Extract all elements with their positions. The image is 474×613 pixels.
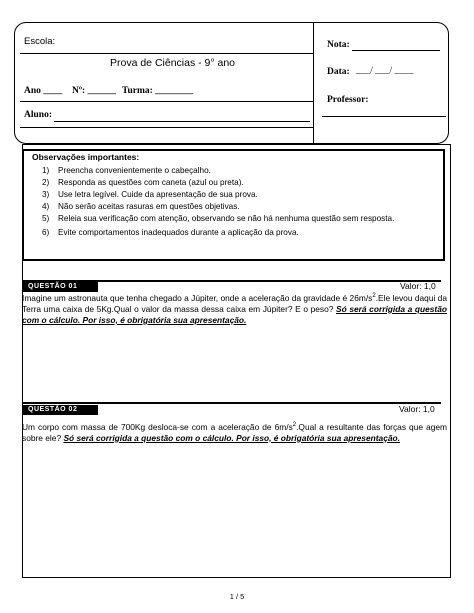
question-2-value: Valor: 1,0 — [399, 404, 435, 414]
page-number: 1 / 5 — [229, 592, 245, 601]
observations-title: Observações importantes: — [32, 152, 140, 162]
professor-label: Professor: — [327, 95, 369, 105]
aluno-label: Aluno: — [24, 110, 52, 120]
nota-label: Nota: — [327, 40, 350, 50]
question-1-text: Imagine um astronauta que tenha chegado a Júpiter, onde a aceleração da gravidade é $26m/s^2.Ele$ levou daqui da Terra uma caixa de 5Kg.Qual o valor da massa dessa caixa em Júpiter? E o peso? Só será corrigida a questão com o cálculo. Por isso, é obrigatória sua apresentação. — [22, 292, 447, 325]
question-1-emphasis: Só será corrigida a questão com o cálculo. Por isso, é obrigatória sua apresentação. — [22, 303, 447, 325]
observation-item: 3) Use letra legível. Cuide da apresentação de sua prova. — [42, 190, 258, 199]
aluno-bottom-line — [20, 127, 313, 128]
exam-title: Prova de Ciências - 9° ano — [110, 57, 236, 69]
question-2-emphasis: Só será corrigida a questão com o cálculo. Por isso, é obrigatória sua apresentação. — [63, 432, 400, 443]
school-label: Escola: — [24, 36, 56, 47]
question-1-value: Valor: 1,0 — [400, 281, 436, 291]
header-divider — [313, 22, 314, 144]
turma-label[interactable]: Turma: ________ — [122, 86, 194, 96]
observation-item: 1) Preencha convenientemente o cabeçalho. — [42, 166, 211, 175]
observation-item: 2) Responda as questões com caneta (azul ou preta). — [42, 178, 244, 187]
question-2-text: Um corpo com massa de 700Kg desloca-se com a aceleração de $6m/s^2.Qual$ a resultante das forças que agem sobre ele? Só será corrigida a questão com o cálculo. Por isso, é obrigatória sua apresentação. — [22, 421, 447, 443]
data-label: Data: — [327, 67, 350, 77]
ano-label[interactable]: Ano ____ — [24, 86, 63, 96]
nota-field[interactable] — [352, 50, 440, 51]
school-line — [20, 53, 313, 54]
professor-field[interactable] — [322, 116, 446, 117]
observation-item: 5) Releia sua verificação com atenção, observando se não há nenhuma questão sem resposta. — [42, 214, 395, 223]
observation-item: 4) Não serão aceitas rasuras em questões objetivas. — [42, 202, 240, 211]
observation-item: 6) Evite comportamentos inadequados durante a aplicação da prova. — [42, 228, 299, 237]
question-2-tag: QUESTÃO 02 — [22, 405, 98, 415]
question-1-tag: QUESTÃO 01 — [22, 282, 98, 292]
row-line — [20, 101, 313, 102]
data-field[interactable]: ___/ ___/ ____ — [356, 66, 414, 76]
aluno-field[interactable] — [54, 121, 310, 122]
numero-label[interactable]: Nº: ______ — [72, 86, 117, 96]
exam-header — [14, 22, 449, 144]
